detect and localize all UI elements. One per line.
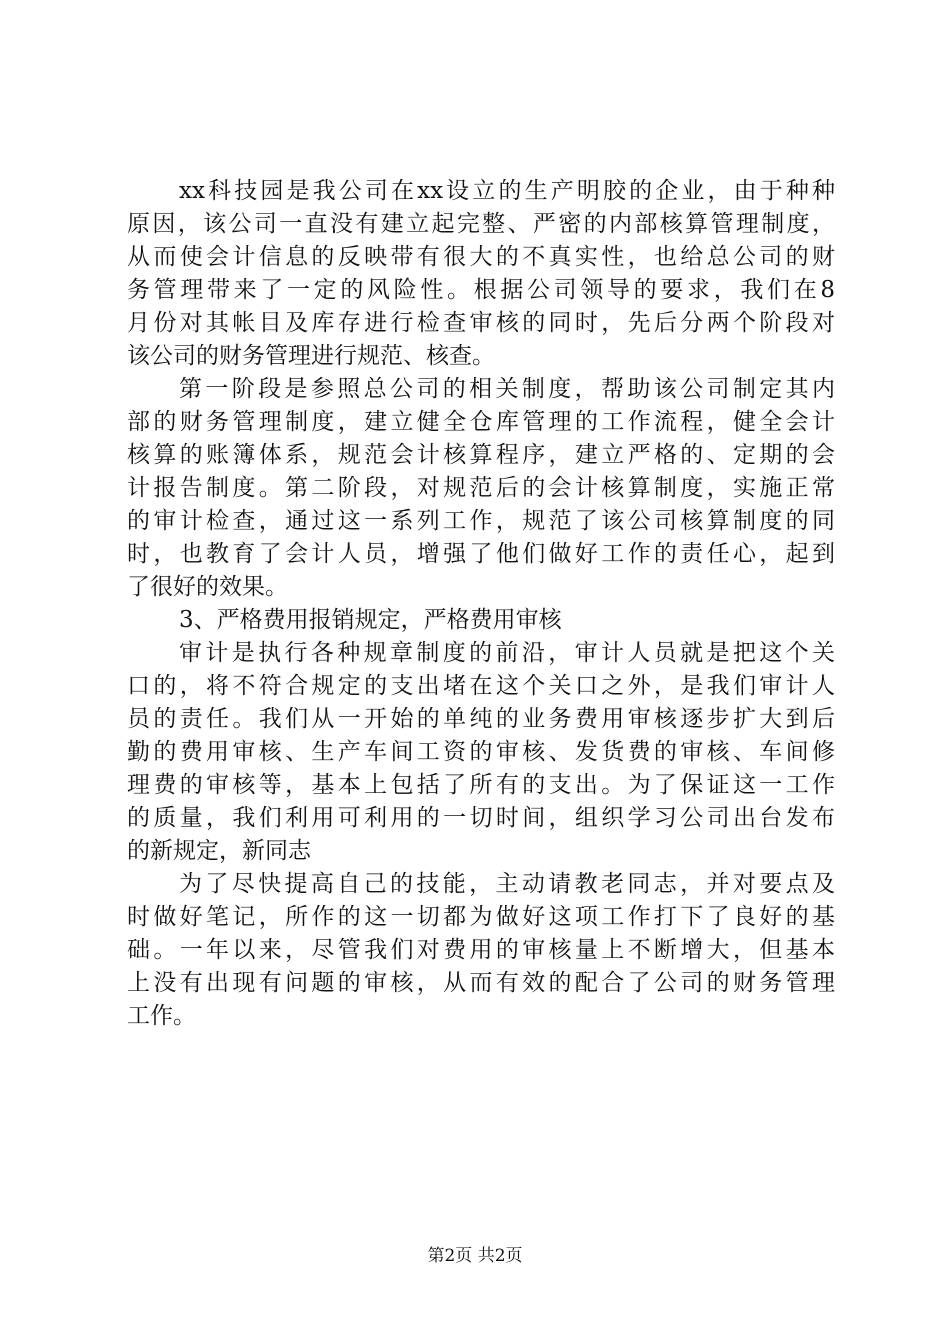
text-line: 为了尽快提高自己的技能，主动请教老同志，并对要点及 [179, 871, 835, 897]
text-line: 月份对其帐目及库存进行检查审核的同时，先后分两个阶段对 [127, 310, 835, 336]
text-line: 理费的审核等，基本上包括了所有的支出。为了保证这一工作 [127, 772, 835, 798]
text-line: 时做好笔记，所作的这一切都为做好这项工作打下了良好的基 [127, 904, 835, 930]
text-line: 该公司的财务管理进行规范、核查。 [127, 343, 495, 369]
text-line: 工作。 [127, 1003, 196, 1029]
text-line: 从而使会计信息的反映带有很大的不真实性，也给总公司的财 [127, 244, 835, 270]
text-line: 第一阶段是参照总公司的相关制度，帮助该公司制定其内 [179, 376, 835, 402]
text-line: 础。一年以来，尽管我们对费用的审核量上不断增大，但基本 [127, 937, 835, 963]
text-line: 务管理带来了一定的风险性。根据公司领导的要求，我们在8 [127, 277, 835, 303]
text-line: 的审计检查，通过这一系列工作，规范了该公司核算制度的同 [127, 508, 835, 534]
heading-text: 3、严格费用报销规定，严格费用审核 [179, 607, 562, 633]
document-body [127, 175, 835, 1033]
text-line: xx科技园是我公司在xx设立的生产明胶的企业，由于种种 [179, 178, 835, 204]
text-line: 上没有出现有问题的审核，从而有效的配合了公司的财务管理 [127, 970, 835, 996]
text-line: 口的，将不符合规定的支出堵在这个关口之外，是我们审计人 [127, 673, 835, 699]
text-line: 计报告制度。第二阶段，对规范后的会计核算制度，实施正常 [127, 475, 835, 501]
text-line: 审计是执行各种规章制度的前沿，审计人员就是把这个关 [179, 640, 835, 666]
text-line: 原因，该公司一直没有建立起完整、严密的内部核算管理制度， [127, 211, 835, 237]
paragraph-1 [127, 175, 835, 373]
text-line: 时，也教育了会计人员，增强了他们做好工作的责任心，起到 [127, 541, 835, 567]
text-line: 部的财务管理制度，建立健全仓库管理的工作流程，健全会计 [127, 409, 835, 435]
text-line: 的质量，我们利用可利用的一切时间，组织学习公司出台发布 [127, 805, 835, 831]
paragraph-3 [127, 637, 835, 868]
paragraph-4 [127, 868, 835, 1033]
text-line: 核算的账簿体系，规范会计核算程序，建立严格的、定期的会 [127, 442, 835, 468]
text-line: 了很好的效果。 [127, 574, 288, 600]
text-line: 的新规定，新同志 [127, 838, 311, 864]
page-number: 第2页 共2页 [427, 1246, 523, 1266]
paragraph-2 [127, 373, 835, 604]
text-line: 员的责任。我们从一开始的单纯的业务费用审核逐步扩大到后 [127, 706, 835, 732]
text-line: 勤的费用审核、生产车间工资的审核、发货费的审核、车间修 [127, 739, 835, 765]
section-heading [127, 604, 835, 637]
